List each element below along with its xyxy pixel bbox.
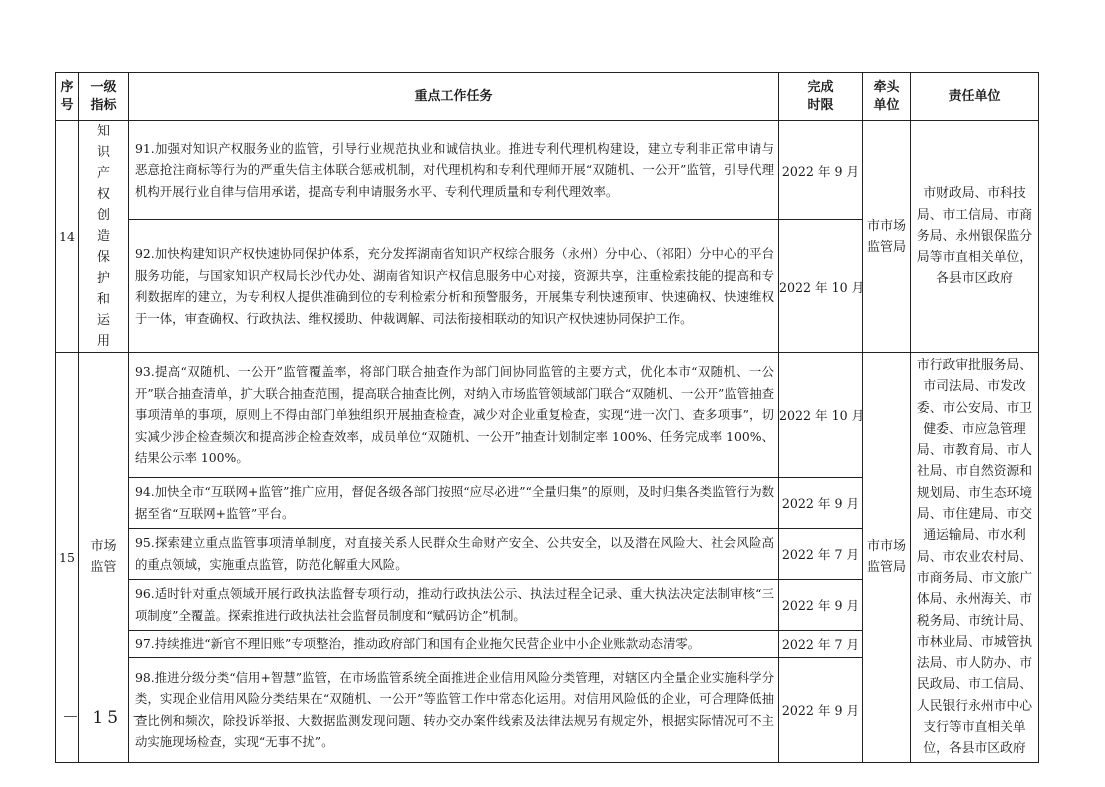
deadline-cell: 2022 年 9 月 (779, 477, 863, 528)
deadline-cell: 2022 年 9 月 (779, 658, 863, 763)
table-row (56, 353, 1039, 478)
task-cell: 97.持续推进“新官不理旧账”专项整治，推动政府部门和国有企业拖欠民营企业中小企业账款动态清零。 (129, 630, 779, 657)
task-cell: 91.加强对知识产权服务业的监管，引导行业规范执业和诚信执业。推进专利代理机构建设，建立专利非正常申请与恶意抢注商标等行为的严重失信主体联合惩戒机制，对代理机构和专利代理师开展“双随机、一公开”监管，引导代理机构开展行业自律与信用承诺，提高专利申请服务水平、专利代理质量和专利代理效率。 (129, 121, 779, 220)
responsible-units-cell: 市行政审批服务局、市司法局、市发改委、市公安局、市卫健委、市应急管理局、市教育局、市人社局、市自然资源和规划局、市生态环境局、市住建局、市交通运输局、市水利局、市农业农村局、市商务局、市文旅广体局、永州海关、市税务局、市统计局、市林业局、市城管执法局、市人防办、市民政局、市工信局、人民银行永州市中心支行等市直相关单位，各县市区政府 (911, 353, 1039, 763)
document-page (55, 72, 1038, 763)
task-cell: 95.探索建立重点监管事项清单制度，对直接关系人民群众生命财产安全、公共安全，以及潜在风险大、社会风险高的重点领域，实施重点监管，防范化解重大风险。 (129, 528, 779, 579)
seq-cell: 15 (56, 353, 79, 763)
seq-cell: 14 (56, 121, 79, 353)
page-number: － 15 － (62, 708, 153, 728)
task-cell: 96.适时针对重点领域开展行政执法监督专项行动，推动行政执法公示、执法过程全记录、重大执法决定法制审核“三项制度”全覆盖。探索推进行政执法社会监督员制度和“赋码访企”机制。 (129, 579, 779, 630)
task-cell: 93.提高“双随机、一公开”监管覆盖率，将部门联合抽查作为部门间协同监管的主要方式，优化本市“双随机、一公开”联合抽查清单，扩大联合抽查范围，提高联合抽查比例，对纳入市场监管领域部门联合“双随机、一公开”监管抽查事项清单的事项，原则上不得由部门单独组织开展抽查检查，减少对企业重复检查，实现“进一次门、查多项事”，切实减少涉企检查频次和提高涉企检查效率，成员单位“双随机、一公开”抽查计划制定率 100%、任务完成率 100%、结果公示率 100%。 (129, 353, 779, 478)
task-cell: 98.推进分级分类“信用+智慧”监管，在市场监管系统全面推进企业信用风险分类管理，对辖区内全量企业实施科学分类，实现企业信用风险分类结果在“双随机、一公开”等监管工作中常态化运用。对信用风险低的企业，可合理降低抽查比例和频次，除投诉举报、大数据监测发现问题、转办交办案件线索及法律法规另有规定外，根据实际情况可不主动实施现场检查，实现“无事不扰”。 (129, 658, 779, 763)
header-task: 重点工作任务 (129, 73, 779, 121)
lead-unit-cell: 市市场监管局 (863, 121, 911, 353)
indicator-cell: 知识产权创造保护和运用 (79, 121, 129, 353)
header-indicator: 一级指标 (79, 73, 129, 121)
responsible-units-cell: 市财政局、市科技局、市工信局、市商务局、永州银保监分局等市直相关单位，各县市区政府 (911, 121, 1039, 353)
task-cell: 94.加快全市“互联网+监管”推广应用，督促各级各部门按照“应尽必进”“全量归集”的原则，及时归集各类监管行为数据至省“互联网+监管”平台。 (129, 477, 779, 528)
header-lead: 牵头单位 (863, 73, 911, 121)
task-cell: 92.加快构建知识产权快速协同保护体系，充分发挥湖南省知识产权综合服务（永州）分中心、（祁阳）分中心的平台服务功能，与国家知识产权局长沙代办处、湖南省知识产权信息服务中心对接，资源共享，注重检索技能的提高和专利数据库的建立，为专利权人提供准确到位的专利检索分析和预警服务，开展集专利快速预审、快速确权、快速维权于一体，审查确权、行政执法、维权援助、仲裁调解、司法衔接相联动的知识产权快速协同保护工作。 (129, 220, 779, 353)
deadline-cell: 2022 年 9 月 (779, 121, 863, 220)
deadline-cell: 2022 年 7 月 (779, 630, 863, 657)
deadline-cell: 2022 年 9 月 (779, 579, 863, 630)
indicator-cell: 市场监管 (79, 353, 129, 763)
header-seq: 序号 (56, 73, 79, 121)
table-row (56, 121, 1039, 220)
header-deadline: 完成时限 (779, 73, 863, 121)
work-task-table (55, 72, 1039, 763)
deadline-cell: 2022 年 10 月 (779, 220, 863, 353)
deadline-cell: 2022 年 7 月 (779, 528, 863, 579)
table-header-row (56, 73, 1039, 121)
deadline-cell: 2022 年 10 月 (779, 353, 863, 478)
lead-unit-cell: 市市场监管局 (863, 353, 911, 763)
header-resp: 责任单位 (911, 73, 1039, 121)
